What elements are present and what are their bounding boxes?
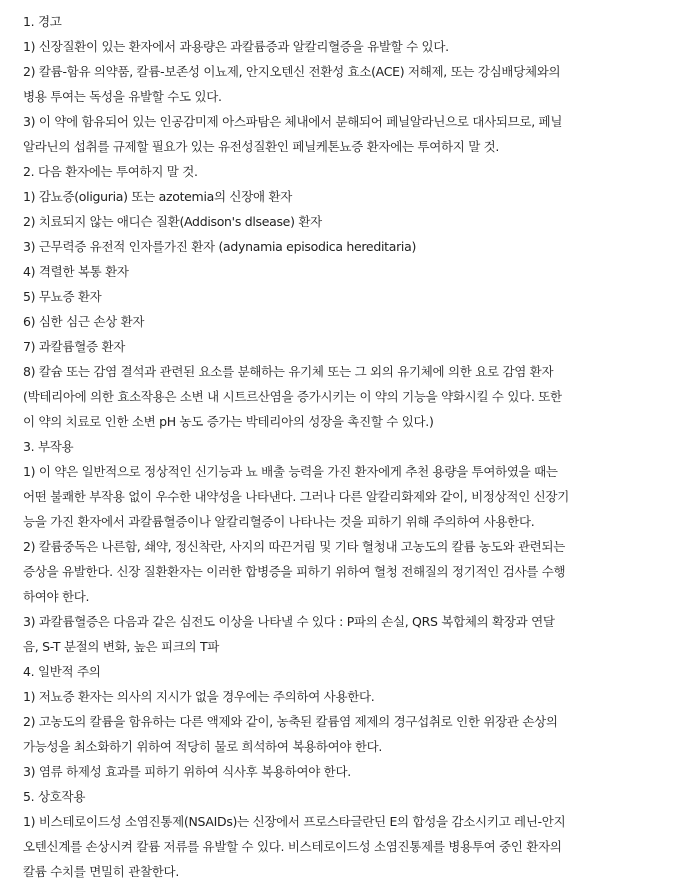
text-line: 1) 저뇨증 환자는 의사의 지시가 없을 경우에는 주의하여 사용한다. [23, 689, 375, 704]
text-line: 가능성을 최소화하기 위하여 적당히 물로 희석하여 복용하여야 한다. [23, 739, 383, 754]
text-line: 하여야 한다. [23, 589, 90, 604]
text-line: 알라닌의 섭취를 규제할 필요가 있는 유전성질환인 페닐케톤뇨증 환자에는 투여하지 말 것. [23, 139, 500, 154]
text-line: 3) 근무력증 유전적 인자를가진 환자 (adynamia episodica hereditaria) [23, 239, 417, 254]
text-line: 2) 고농도의 칼륨을 함유하는 다른 액제와 같이, 농축된 칼륨염 제제의 경구섭취로 인한 위장관 손상의 [23, 714, 558, 729]
text-line: 1) 이 약은 일반적으로 정상적인 신기능과 뇨 배출 능력을 가진 환자에게 추천 용량을 투여하였을 때는 [23, 464, 558, 479]
section-heading-contraindications: 2. 다음 환자에는 투여하지 말 것. [23, 164, 198, 179]
text-line: 7) 과칼륨혈증 환자 [23, 339, 126, 354]
section-heading-side-effects: 3. 부작용 [23, 439, 74, 454]
text-line: 6) 심한 심근 손상 환자 [23, 314, 145, 329]
text-line: 2) 치료되지 않는 애디슨 질환(Addison's dlsease) 환자 [23, 214, 322, 229]
text-line: 칼륨 수치를 면밀히 관찰한다. [23, 864, 179, 879]
text-line: 능을 가진 환자에서 과칼륨혈증이나 알칼리혈증이 나타나는 것을 피하기 위해 주의하여 사용한다. [23, 514, 535, 529]
text-line: 증상을 유발한다. 신장 질환환자는 이러한 합병증을 피하기 위하여 혈청 전해질의 정기적인 검사를 수행 [23, 564, 566, 579]
text-line: 병용 투여는 독성을 유발할 수도 있다. [23, 89, 222, 104]
text-line: (박테리아에 의한 효소작용은 소변 내 시트르산염을 증가시키는 이 약의 기능을 약화시킬 수 있다. 또한 [23, 389, 562, 404]
text-line: 3) 과칼륨혈증은 다음과 같은 심전도 이상을 나타낼 수 있다 : P파의 손실, QRS 복합체의 확장과 연달 [23, 614, 555, 629]
text-line: 5) 무뇨증 환자 [23, 289, 102, 304]
text-line: 이 약의 치료로 인한 소변 pH 농도 증가는 박테리아의 성장을 촉진할 수 있다.) [23, 414, 434, 429]
text-line: 1) 신장질환이 있는 환자에서 과용량은 과칼륨증과 알칼리혈증을 유발할 수 있다. [23, 39, 449, 54]
text-line: 3) 염류 하제성 효과를 피하기 위하여 식사후 복용하여야 한다. [23, 764, 351, 779]
text-line: 오텐신계를 손상시켜 칼륨 저류를 유발할 수 있다. 비스테로이드성 소염진통제를 병용투여 중인 환자의 [23, 839, 562, 854]
text-line: 3) 이 약에 함유되어 있는 인공감미제 아스파탐은 체내에서 분해되어 페닐알라닌으로 대사되므로, 페닐 [23, 114, 563, 129]
text-line: 2) 칼륨중독은 나른함, 쇄약, 정신착란, 사지의 따끈거림 및 기타 혈청내 고농도의 칼륨 농도와 관련되는 [23, 539, 566, 554]
section-heading-general-precautions: 4. 일반적 주의 [23, 664, 101, 679]
text-line: 8) 칼슘 또는 감염 결석과 관련된 요소를 분해하는 유기체 또는 그 외의 유기체에 의한 요로 감염 환자 [23, 364, 554, 379]
text-line: 1) 감뇨증(oliguria) 또는 azotemia의 신장애 환자 [23, 189, 292, 204]
text-line: 2) 칼륨-함유 의약품, 칼륨-보존성 이뇨제, 안지오텐신 전환성 효소(ACE) 저해제, 또는 강심배당체와의 [23, 64, 561, 79]
section-heading-warnings: 1. 경고 [23, 14, 62, 29]
text-line: 1) 비스테로이드성 소염진통제(NSAIDs)는 신장에서 프로스타글란딘 E의 합성을 감소시키고 레닌-안지 [23, 814, 566, 829]
text-line: 음, S-T 분절의 변화, 높은 피크의 T파 [23, 639, 220, 654]
text-line: 4) 격렬한 복통 환자 [23, 264, 129, 279]
text-line: 어떤 불쾌한 부작용 없이 우수한 내약성을 나타낸다. 그러나 다른 알칼리화제와 같이, 비정상적인 신장기 [23, 489, 569, 504]
section-heading-interactions: 5. 상호작용 [23, 789, 86, 804]
